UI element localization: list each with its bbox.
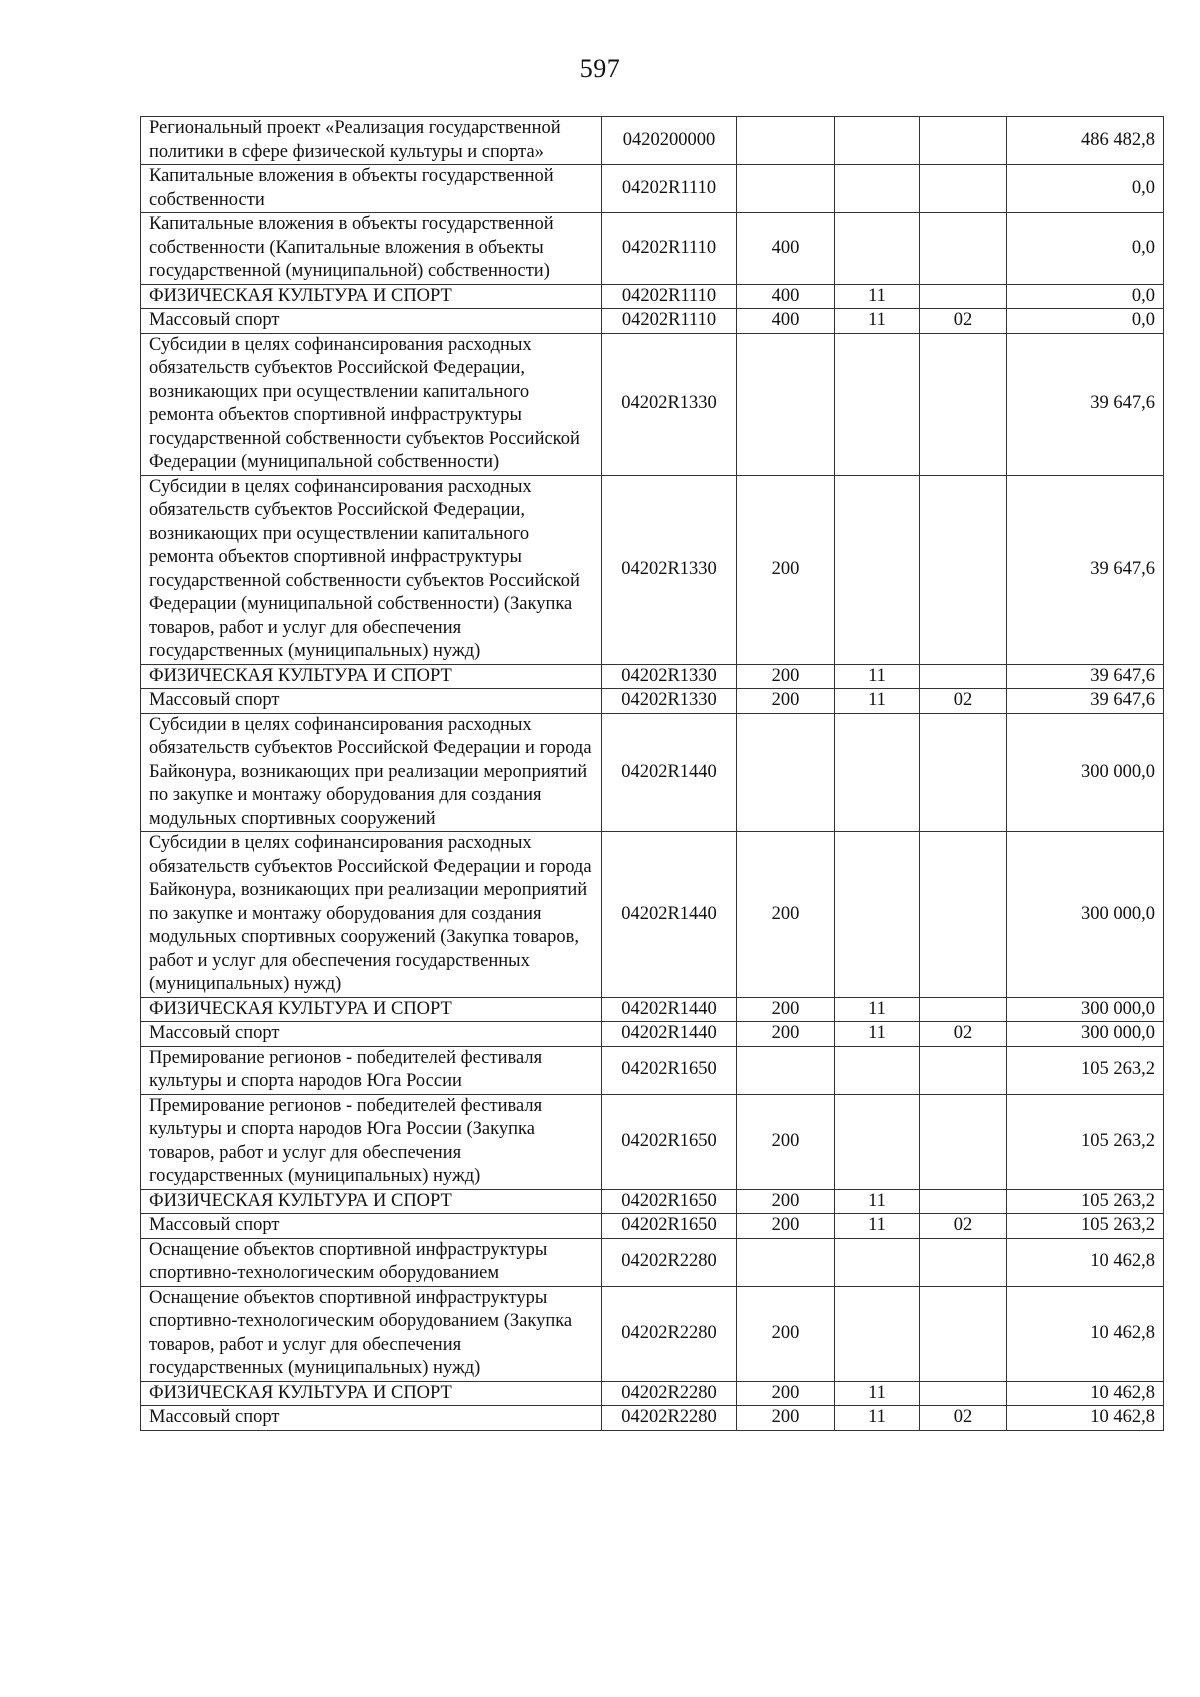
table-row	[141, 997, 1164, 1022]
subsection-code-cell	[920, 333, 1007, 475]
row-name-cell: Субсидии в целях софинансирования расходных обязательств субъектов Российской Федерации, возникающих при осуществлении капитального ремонта объектов спортивной инфраструктуры государственной собственности субъектов Российской Федерации (муниципальной собственности)	[141, 333, 602, 475]
row-name-cell: ФИЗИЧЕСКАЯ КУЛЬТУРА И СПОРТ	[141, 664, 602, 689]
table-row	[141, 689, 1164, 714]
expense-type-cell: 200	[737, 832, 835, 998]
expense-type-cell: 200	[737, 1022, 835, 1047]
amount-cell: 105 263,2	[1007, 1046, 1164, 1094]
table-row	[141, 475, 1164, 664]
target-article-code-cell: 04202R1110	[602, 284, 737, 309]
table-row	[141, 1022, 1164, 1047]
table-row	[141, 1381, 1164, 1406]
expense-type-cell: 400	[737, 309, 835, 334]
target-article-code-cell: 04202R1650	[602, 1189, 737, 1214]
amount-cell: 105 263,2	[1007, 1094, 1164, 1189]
target-article-code-cell: 04202R2280	[602, 1286, 737, 1381]
subsection-code-cell	[920, 1381, 1007, 1406]
subsection-code-cell	[920, 1046, 1007, 1094]
expense-type-cell: 200	[737, 1189, 835, 1214]
amount-cell: 39 647,6	[1007, 664, 1164, 689]
section-code-cell: 11	[835, 284, 920, 309]
amount-cell: 300 000,0	[1007, 832, 1164, 998]
subsection-code-cell: 02	[920, 1406, 1007, 1431]
section-code-cell	[835, 165, 920, 213]
row-name-cell: Субсидии в целях софинансирования расходных обязательств субъектов Российской Федерации и города Байконура, возникающих при реализации мероприятий по закупке и монтажу оборудования для создания модульных спортивных сооружений	[141, 713, 602, 832]
section-code-cell	[835, 832, 920, 998]
table-row	[141, 1046, 1164, 1094]
target-article-code-cell: 04202R1110	[602, 309, 737, 334]
expense-type-cell: 200	[737, 664, 835, 689]
table-row	[141, 832, 1164, 998]
expense-type-cell: 200	[737, 997, 835, 1022]
subsection-code-cell	[920, 997, 1007, 1022]
amount-cell: 39 647,6	[1007, 475, 1164, 664]
expense-type-cell	[737, 1046, 835, 1094]
expense-type-cell: 400	[737, 213, 835, 285]
subsection-code-cell: 02	[920, 1022, 1007, 1047]
row-name-cell: Субсидии в целях софинансирования расходных обязательств субъектов Российской Федерации, возникающих при осуществлении капитального ремонта объектов спортивной инфраструктуры государственной собственности субъектов Российской Федерации (муниципальной собственности) (Закупка товаров, работ и услуг для обеспечения государственных (муниципальных) нужд)	[141, 475, 602, 664]
section-code-cell	[835, 333, 920, 475]
row-name-cell: Капитальные вложения в объекты государственной собственности	[141, 165, 602, 213]
section-code-cell: 11	[835, 1022, 920, 1047]
subsection-code-cell	[920, 1286, 1007, 1381]
target-article-code-cell: 04202R1110	[602, 165, 737, 213]
section-code-cell	[835, 475, 920, 664]
target-article-code-cell: 04202R1440	[602, 713, 737, 832]
table-row	[141, 1214, 1164, 1239]
table-row	[141, 309, 1164, 334]
target-article-code-cell: 04202R1110	[602, 213, 737, 285]
subsection-code-cell	[920, 284, 1007, 309]
subsection-code-cell	[920, 117, 1007, 165]
section-code-cell	[835, 1238, 920, 1286]
amount-cell: 0,0	[1007, 165, 1164, 213]
subsection-code-cell	[920, 475, 1007, 664]
expense-type-cell: 200	[737, 1381, 835, 1406]
amount-cell: 0,0	[1007, 284, 1164, 309]
subsection-code-cell	[920, 1094, 1007, 1189]
section-code-cell: 11	[835, 689, 920, 714]
row-name-cell: Премирование регионов - победителей фестиваля культуры и спорта народов Юга России	[141, 1046, 602, 1094]
subsection-code-cell	[920, 1189, 1007, 1214]
subsection-code-cell	[920, 213, 1007, 285]
subsection-code-cell	[920, 713, 1007, 832]
subsection-code-cell: 02	[920, 689, 1007, 714]
target-article-code-cell: 0420200000	[602, 117, 737, 165]
subsection-code-cell	[920, 832, 1007, 998]
table-row	[141, 165, 1164, 213]
table-row	[141, 284, 1164, 309]
target-article-code-cell: 04202R1440	[602, 832, 737, 998]
row-name-cell: ФИЗИЧЕСКАЯ КУЛЬТУРА И СПОРТ	[141, 997, 602, 1022]
amount-cell: 300 000,0	[1007, 997, 1164, 1022]
expense-type-cell	[737, 165, 835, 213]
amount-cell: 486 482,8	[1007, 117, 1164, 165]
target-article-code-cell: 04202R2280	[602, 1238, 737, 1286]
expense-type-cell	[737, 117, 835, 165]
table-row	[141, 1406, 1164, 1431]
row-name-cell: ФИЗИЧЕСКАЯ КУЛЬТУРА И СПОРТ	[141, 284, 602, 309]
row-name-cell: Оснащение объектов спортивной инфраструктуры спортивно-технологическим оборудованием (Закупка товаров, работ и услуг для обеспечения государственных (муниципальных) нужд)	[141, 1286, 602, 1381]
amount-cell: 39 647,6	[1007, 689, 1164, 714]
table-row	[141, 664, 1164, 689]
amount-cell: 300 000,0	[1007, 713, 1164, 832]
section-code-cell: 11	[835, 1381, 920, 1406]
row-name-cell: Оснащение объектов спортивной инфраструктуры спортивно-технологическим оборудованием	[141, 1238, 602, 1286]
row-name-cell: ФИЗИЧЕСКАЯ КУЛЬТУРА И СПОРТ	[141, 1381, 602, 1406]
target-article-code-cell: 04202R1330	[602, 689, 737, 714]
amount-cell: 10 462,8	[1007, 1381, 1164, 1406]
target-article-code-cell: 04202R1650	[602, 1046, 737, 1094]
target-article-code-cell: 04202R1330	[602, 333, 737, 475]
section-code-cell	[835, 1286, 920, 1381]
subsection-code-cell	[920, 165, 1007, 213]
row-name-cell: Премирование регионов - победителей фестиваля культуры и спорта народов Юга России (Закупка товаров, работ и услуг для обеспечения государственных (муниципальных) нужд)	[141, 1094, 602, 1189]
table-row	[141, 1238, 1164, 1286]
expense-type-cell: 200	[737, 689, 835, 714]
amount-cell: 10 462,8	[1007, 1238, 1164, 1286]
target-article-code-cell: 04202R2280	[602, 1406, 737, 1431]
subsection-code-cell: 02	[920, 309, 1007, 334]
amount-cell: 300 000,0	[1007, 1022, 1164, 1047]
table-row	[141, 1286, 1164, 1381]
table-row	[141, 213, 1164, 285]
section-code-cell: 11	[835, 309, 920, 334]
expense-type-cell: 200	[737, 1094, 835, 1189]
section-code-cell: 11	[835, 997, 920, 1022]
expense-type-cell: 200	[737, 475, 835, 664]
expense-type-cell: 400	[737, 284, 835, 309]
row-name-cell: Капитальные вложения в объекты государственной собственности (Капитальные вложения в объекты государственной (муниципальной) собственности)	[141, 213, 602, 285]
expense-type-cell: 200	[737, 1286, 835, 1381]
page-number: 597	[579, 54, 621, 83]
row-name-cell: ФИЗИЧЕСКАЯ КУЛЬТУРА И СПОРТ	[141, 1189, 602, 1214]
expense-type-cell	[737, 333, 835, 475]
row-name-cell: Массовый спорт	[141, 1214, 602, 1239]
expense-type-cell	[737, 1238, 835, 1286]
row-name-cell: Массовый спорт	[141, 689, 602, 714]
amount-cell: 105 263,2	[1007, 1214, 1164, 1239]
target-article-code-cell: 04202R1650	[602, 1094, 737, 1189]
table-row	[141, 333, 1164, 475]
section-code-cell	[835, 713, 920, 832]
section-code-cell	[835, 117, 920, 165]
section-code-cell	[835, 1094, 920, 1189]
amount-cell: 39 647,6	[1007, 333, 1164, 475]
target-article-code-cell: 04202R2280	[602, 1381, 737, 1406]
target-article-code-cell: 04202R1330	[602, 475, 737, 664]
amount-cell: 10 462,8	[1007, 1406, 1164, 1431]
section-code-cell: 11	[835, 1406, 920, 1431]
amount-cell: 0,0	[1007, 213, 1164, 285]
expense-type-cell: 200	[737, 1406, 835, 1431]
amount-cell: 10 462,8	[1007, 1286, 1164, 1381]
table-row	[141, 1189, 1164, 1214]
section-code-cell	[835, 213, 920, 285]
row-name-cell: Региональный проект «Реализация государственной политики в сфере физической культуры и спорта»	[141, 117, 602, 165]
amount-cell: 105 263,2	[1007, 1189, 1164, 1214]
amount-cell: 0,0	[1007, 309, 1164, 334]
row-name-cell: Массовый спорт	[141, 1406, 602, 1431]
budget-table	[140, 116, 1164, 1431]
budget-table-body	[141, 117, 1164, 1431]
expense-type-cell	[737, 713, 835, 832]
target-article-code-cell: 04202R1650	[602, 1214, 737, 1239]
expense-type-cell: 200	[737, 1214, 835, 1239]
row-name-cell: Субсидии в целях софинансирования расходных обязательств субъектов Российской Федерации и города Байконура, возникающих при реализации мероприятий по закупке и монтажу оборудования для создания модульных спортивных сооружений (Закупка товаров, работ и услуг для обеспечения государственных (муниципальных) нужд)	[141, 832, 602, 998]
row-name-cell: Массовый спорт	[141, 1022, 602, 1047]
table-row	[141, 117, 1164, 165]
section-code-cell	[835, 1046, 920, 1094]
section-code-cell: 11	[835, 1214, 920, 1239]
target-article-code-cell: 04202R1330	[602, 664, 737, 689]
row-name-cell: Массовый спорт	[141, 309, 602, 334]
section-code-cell: 11	[835, 1189, 920, 1214]
subsection-code-cell	[920, 1238, 1007, 1286]
table-row	[141, 713, 1164, 832]
table-row	[141, 1094, 1164, 1189]
target-article-code-cell: 04202R1440	[602, 1022, 737, 1047]
section-code-cell: 11	[835, 664, 920, 689]
subsection-code-cell	[920, 664, 1007, 689]
subsection-code-cell: 02	[920, 1214, 1007, 1239]
target-article-code-cell: 04202R1440	[602, 997, 737, 1022]
